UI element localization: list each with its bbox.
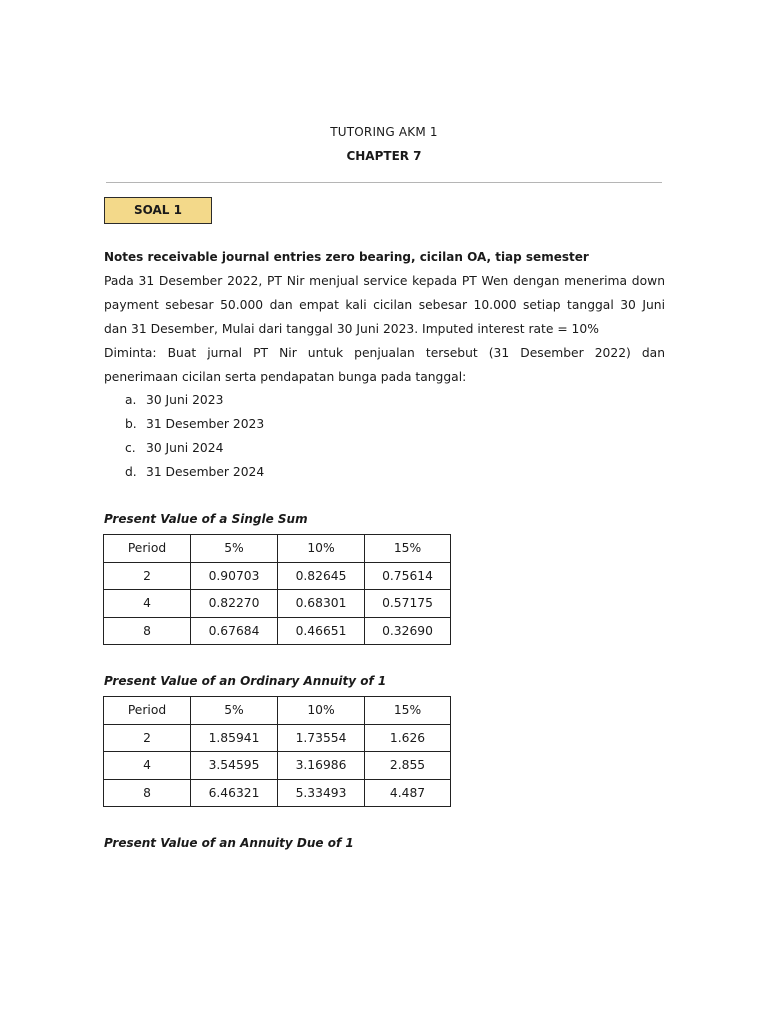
list-item: [125, 441, 223, 455]
table-cell: 0.57175: [365, 590, 451, 618]
table-header-cell: 15%: [365, 535, 451, 563]
table-header-cell: 5%: [191, 535, 278, 563]
table-cell: 1.85941: [191, 724, 278, 752]
table-cell: 5.33493: [278, 779, 365, 807]
list-text: 31 Desember 2023: [146, 417, 265, 431]
table-caption: Present Value of an Annuity Due of 1: [104, 836, 354, 850]
table-cell: 0.46651: [278, 617, 365, 645]
table-header-cell: Period: [104, 697, 191, 725]
table-header-cell: 10%: [278, 535, 365, 563]
problem-line: Diminta: Buat jurnal PT Nir untuk penjualan tersebut (31 Desember 2022) dan: [104, 346, 665, 360]
table-cell: 0.68301: [278, 590, 365, 618]
table-cell: 4: [104, 590, 191, 618]
list-marker: b.: [125, 417, 137, 431]
list-text: 31 Desember 2024: [146, 465, 265, 479]
table-row: [104, 590, 451, 618]
table-row: [104, 779, 451, 807]
list-item: [125, 393, 223, 407]
table-cell: 0.82270: [191, 590, 278, 618]
table-cell: 0.32690: [365, 617, 451, 645]
pv-ordinary-annuity-table: [103, 696, 451, 807]
table-cell: 2: [104, 724, 191, 752]
list-marker: c.: [125, 441, 136, 455]
table-row: [104, 752, 451, 780]
table-cell: 1.73554: [278, 724, 365, 752]
table-cell: 8: [104, 617, 191, 645]
table-cell: 0.67684: [191, 617, 278, 645]
table-header-cell: 15%: [365, 697, 451, 725]
list-marker: d.: [125, 465, 137, 479]
soal-badge: SOAL 1: [104, 197, 212, 224]
table-caption: Present Value of an Ordinary Annuity of 1: [104, 674, 387, 688]
list-marker: a.: [125, 393, 137, 407]
table-row: [104, 617, 451, 645]
table-cell: 2: [104, 562, 191, 590]
table-row: [104, 562, 451, 590]
table-cell: 0.75614: [365, 562, 451, 590]
problem-line: Pada 31 Desember 2022, PT Nir menjual service kepada PT Wen dengan menerima down: [104, 274, 665, 288]
table-header-cell: 10%: [278, 697, 365, 725]
table-header-row: [104, 535, 451, 563]
table-row: [104, 724, 451, 752]
table-cell: 6.46321: [191, 779, 278, 807]
list-text: 30 Juni 2024: [146, 441, 224, 455]
problem-line: dan 31 Desember, Mulai dari tanggal 30 Juni 2023. Imputed interest rate = 10%: [104, 322, 599, 336]
table-header-row: [104, 697, 451, 725]
problem-heading: Notes receivable journal entries zero bearing, cicilan OA, tiap semester: [104, 250, 589, 264]
table-cell: 4.487: [365, 779, 451, 807]
document-title: TUTORING AKM 1: [330, 125, 438, 139]
problem-line: penerimaan cicilan serta pendapatan bunga pada tanggal:: [104, 370, 467, 384]
table-cell: 3.16986: [278, 752, 365, 780]
table-cell: 3.54595: [191, 752, 278, 780]
table-cell: 0.82645: [278, 562, 365, 590]
table-cell: 1.626: [365, 724, 451, 752]
divider-line: [106, 182, 662, 183]
table-cell: 4: [104, 752, 191, 780]
table-caption: Present Value of a Single Sum: [104, 512, 308, 526]
table-cell: 8: [104, 779, 191, 807]
problem-line: payment sebesar 50.000 dan empat kali cicilan sebesar 10.000 setiap tanggal 30 Juni: [104, 298, 665, 312]
table-header-cell: 5%: [191, 697, 278, 725]
chapter-title: CHAPTER 7: [346, 149, 422, 163]
pv-single-sum-table: [103, 534, 451, 645]
list-text: 30 Juni 2023: [146, 393, 224, 407]
list-item: [125, 417, 264, 431]
table-cell: 2.855: [365, 752, 451, 780]
table-cell: 0.90703: [191, 562, 278, 590]
list-item: [125, 465, 264, 479]
table-header-cell: Period: [104, 535, 191, 563]
